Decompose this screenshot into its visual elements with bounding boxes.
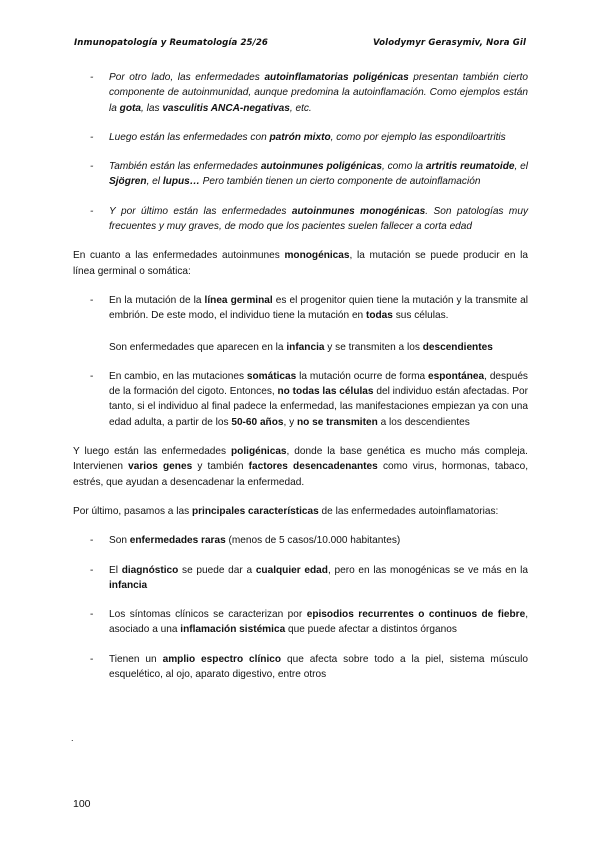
bold-term: autoinmunes poligénicas bbox=[260, 161, 382, 173]
text-run: se puede dar a bbox=[178, 564, 256, 576]
bullet-text bbox=[109, 565, 528, 591]
bold-term: todas bbox=[365, 310, 393, 322]
text-run: y se transmiten a los bbox=[324, 341, 423, 353]
page-header bbox=[74, 38, 526, 52]
bold-term: inflamación sistémica bbox=[180, 624, 286, 636]
characteristic-sintomas bbox=[73, 607, 528, 638]
text-run: . Son patologías muy frecuentes y muy graves, de modo que los pacientes suelen fallecer a corta edad bbox=[109, 205, 529, 233]
bullet-dash: - bbox=[90, 653, 94, 665]
bullet-dash: - bbox=[90, 131, 94, 143]
text-run: , y bbox=[283, 416, 297, 428]
text-run: como virus, hormonas, tabaco, estrés, que ayudan a desencadenar la enfermedad. bbox=[73, 461, 529, 488]
bold-term: patrón mixto bbox=[269, 131, 331, 143]
bullet-dash: - bbox=[90, 294, 94, 306]
text-run: Los síntomas clínicos se caracterizan por bbox=[109, 609, 307, 621]
text-run: , la mutación se puede producir en la línea germinal o somática: bbox=[73, 250, 528, 277]
bold-term: factores desencadenantes bbox=[248, 461, 378, 473]
bullet-dash: - bbox=[90, 205, 94, 217]
bullet-text bbox=[109, 206, 528, 232]
italic-bullet-autoinmunes-monogenicas bbox=[73, 204, 528, 235]
bold-term: principales características bbox=[191, 505, 319, 517]
text-run: la mutación ocurre de forma bbox=[296, 370, 429, 382]
bullet-dash: - bbox=[90, 535, 94, 547]
text-run: , como por ejemplo las espondiloartritis bbox=[330, 131, 506, 143]
bold-term: amplio espectro clínico bbox=[162, 653, 282, 665]
text-run: , pero en las monogénicas se ve más en la bbox=[327, 564, 529, 576]
page-content bbox=[73, 70, 528, 682]
text-run: Son bbox=[109, 535, 130, 547]
text-run: presentan también cierto componente de autoinmunidad, aunque predomina la autoinflamación. Como ejemplos están la bbox=[109, 72, 528, 114]
text-run: Y luego están las enfermedades bbox=[73, 446, 232, 458]
bold-term: no todas las células bbox=[277, 386, 374, 398]
text-run: También están las enfermedades bbox=[109, 161, 261, 173]
text-run: , donde la base genética es mucho más compleja. Intervienen bbox=[73, 446, 528, 473]
text-run: Por otro lado, las enfermedades bbox=[109, 72, 265, 83]
page-number: 100 bbox=[73, 798, 91, 810]
text-run: En cambio, en las mutaciones bbox=[109, 370, 247, 382]
bold-term: artritis reumatoide bbox=[425, 161, 515, 173]
bold-term: somáticas bbox=[246, 370, 297, 382]
text-run: que puede afectar a distintos órganos bbox=[285, 624, 457, 636]
bullet-dash: - bbox=[90, 72, 94, 83]
bullet-dash: - bbox=[90, 609, 94, 621]
paragraph-caracteristicas bbox=[73, 504, 528, 519]
text-run: El bbox=[109, 564, 122, 576]
italic-bullet-patron-mixto bbox=[73, 130, 528, 145]
bullet-text bbox=[109, 72, 528, 114]
characteristic-diagnostico bbox=[73, 563, 528, 594]
bullet-dash: - bbox=[90, 370, 94, 382]
text-run: (menos de 5 casos/10.000 habitantes) bbox=[225, 535, 401, 547]
bullet-text bbox=[109, 293, 528, 324]
bold-term: varios genes bbox=[128, 461, 193, 473]
bold-term: infancia bbox=[286, 341, 325, 353]
bullet-text bbox=[109, 535, 400, 546]
text-run: a los descendientes bbox=[377, 416, 470, 428]
bullet-dash: - bbox=[90, 161, 94, 173]
text-run: , el bbox=[146, 176, 163, 188]
characteristic-espectro-clinico bbox=[73, 652, 528, 683]
bold-term: Sjögren bbox=[109, 176, 147, 188]
bold-term: descendientes bbox=[422, 341, 493, 353]
bold-term: cualquier edad bbox=[255, 564, 328, 576]
bold-term: 50-60 años bbox=[231, 416, 284, 428]
text-run: Tienen un bbox=[109, 653, 163, 665]
paragraph-monogenicas bbox=[73, 248, 528, 279]
text-run: Pero también tienen un cierto componente de autoinflamación bbox=[199, 176, 481, 188]
text-run: Luego están las enfermedades con bbox=[109, 131, 270, 143]
text-run: Y por último están las enfermedades bbox=[109, 205, 292, 217]
bullet-subparagraph bbox=[109, 340, 528, 355]
bold-term: gota bbox=[119, 102, 141, 114]
bold-term: autoinflamatorias poligénicas bbox=[264, 72, 409, 83]
bullet-text bbox=[109, 654, 528, 680]
text-run: , las bbox=[140, 102, 163, 114]
bold-term: diagnóstico bbox=[121, 564, 179, 576]
text-run: , asociado a una bbox=[109, 609, 529, 636]
text-run: , como la bbox=[382, 161, 426, 173]
stray-mark: . bbox=[71, 733, 74, 743]
text-run: de las enfermedades autoinflamatorias: bbox=[318, 505, 499, 517]
bullet-text bbox=[109, 609, 528, 635]
bold-term: vasculitis ANCA-negativas bbox=[162, 102, 290, 114]
bullet-text bbox=[109, 161, 528, 187]
bold-term: lupus… bbox=[162, 176, 200, 188]
text-run: es el progenitor quien tiene la mutación y la transmite al embrión. De este modo, el individuo tiene la mutación en bbox=[109, 294, 528, 322]
text-run: y también bbox=[192, 461, 249, 473]
text-run: , el bbox=[514, 161, 528, 173]
bullet-text bbox=[109, 371, 528, 428]
bold-term: monogénicas bbox=[284, 250, 350, 262]
text-run: del individuo están afectadas. Por tanto, si el individuo al final padece la enfermedad, las manifestaciones empiezan ya con una edad adulta, a partir de los bbox=[109, 386, 528, 428]
bold-term: infancia bbox=[109, 579, 148, 591]
text-run: Son enfermedades que aparecen en la bbox=[109, 341, 287, 353]
bullet-mutaciones-somaticas bbox=[73, 369, 528, 430]
bold-term: enfermedades raras bbox=[129, 535, 226, 547]
italic-bullet-autoinflamatorias bbox=[73, 70, 528, 116]
italic-bullet-autoinmunes-poligenicas bbox=[73, 159, 528, 190]
bullet-text bbox=[109, 132, 506, 143]
text-run: En la mutación de la bbox=[109, 294, 205, 306]
header-course-title: Inmunopatología y Reumatología 25/26 bbox=[74, 38, 269, 48]
bold-term: episodios recurrentes o continuos de fiebre bbox=[306, 609, 526, 621]
bullet-dash: - bbox=[90, 564, 94, 576]
text-run: que afecta sobre todo a la piel, sistema músculo esquelético, al ojo, aparato digestivo, entre otros bbox=[109, 653, 529, 681]
text-run: , etc. bbox=[289, 102, 312, 114]
text-run: sus células. bbox=[392, 310, 449, 322]
header-authors: Volodymyr Gerasymiv, Nora Gil bbox=[373, 38, 526, 48]
bold-term: poligénicas bbox=[231, 446, 287, 458]
bullet-linea-germinal bbox=[73, 293, 528, 355]
bold-term: espontánea bbox=[428, 370, 485, 382]
text-run: Por último, pasamos a las bbox=[73, 505, 192, 517]
text-run: , después de la formación del cigoto. Entonces, bbox=[109, 370, 528, 398]
paragraph-poligenicas bbox=[73, 444, 528, 490]
text-run: En cuanto a las enfermedades autoinmunes bbox=[73, 250, 285, 262]
bold-term: autoinmunes monogénicas bbox=[291, 205, 426, 217]
bold-term: línea germinal bbox=[204, 294, 273, 306]
bold-term: no se transmiten bbox=[296, 416, 378, 428]
characteristic-enfermedades-raras bbox=[73, 533, 528, 548]
